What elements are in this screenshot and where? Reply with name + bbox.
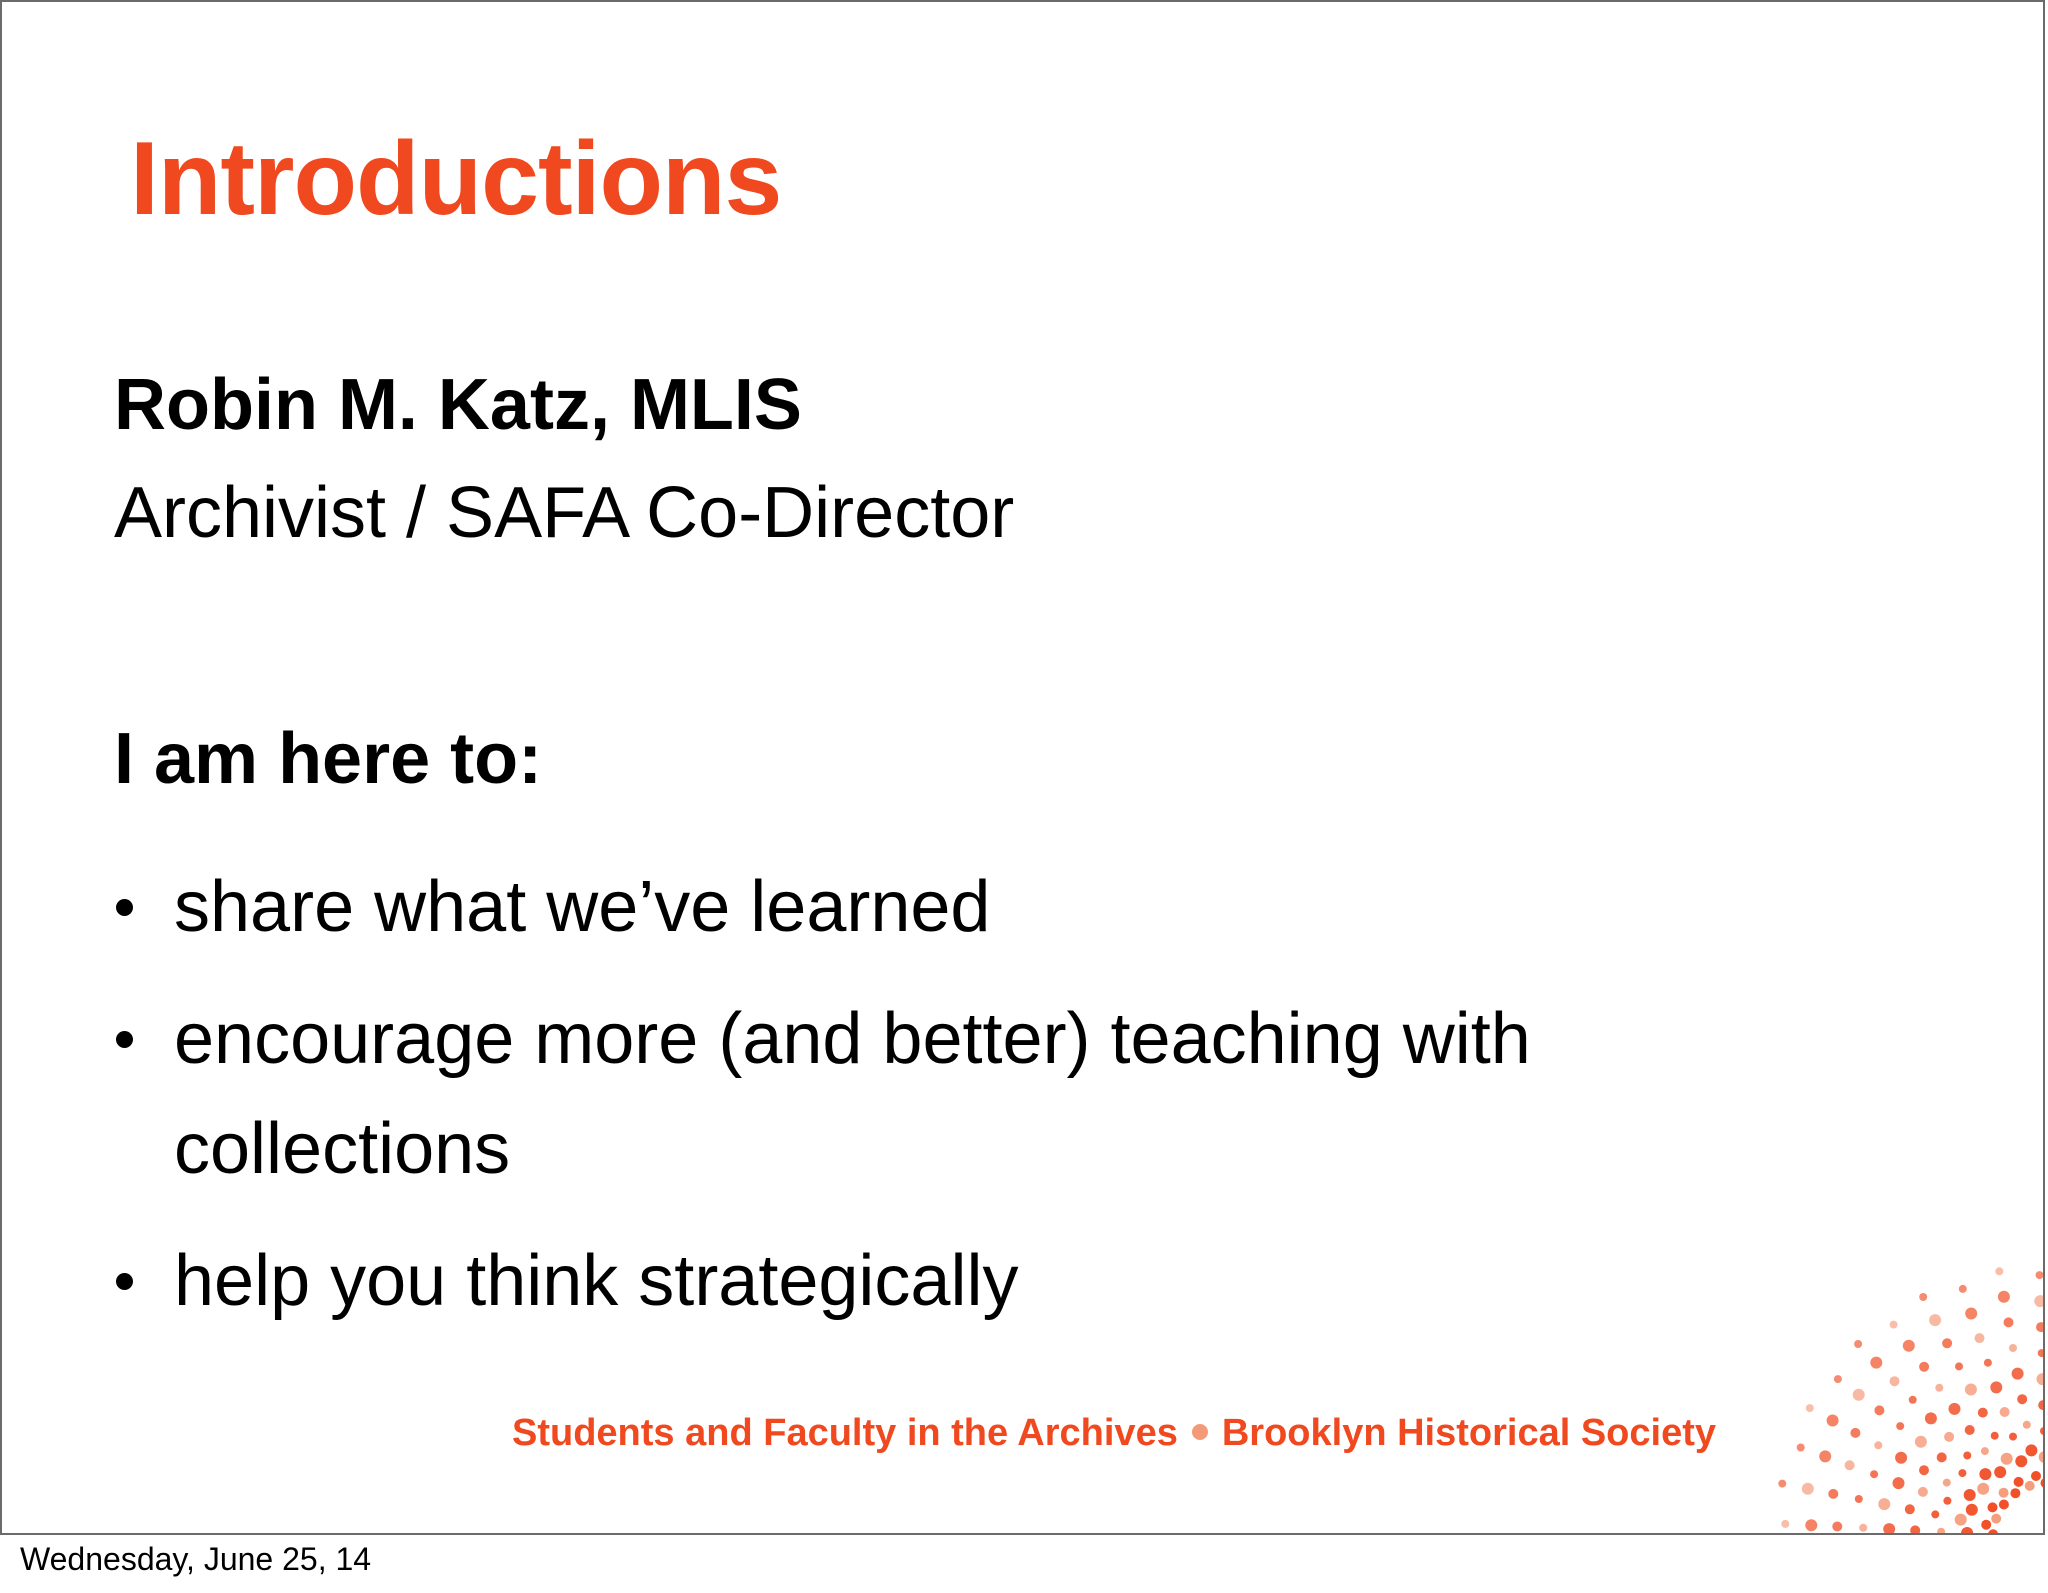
list-item-text: share what we’ve learned <box>174 867 991 947</box>
footer-separator-icon <box>1192 1424 1208 1440</box>
bullet-icon <box>116 1031 133 1048</box>
slide-title: Introductions <box>130 121 782 237</box>
date-caption: Wednesday, June 25, 14 <box>20 1541 372 1577</box>
orange-dot-burst-logo-icon <box>1762 1262 2045 1535</box>
footer-program-name: Students and Faculty in the Archives <box>512 1412 1178 1454</box>
list-item-text: encourage more (and better) teaching with collections <box>174 999 1531 1189</box>
presenter-role: Archivist / SAFA Co-Director <box>114 473 1015 553</box>
list-item <box>114 1226 1714 1336</box>
presenter-name: Robin M. Katz, MLIS <box>114 365 802 445</box>
list-item <box>114 852 1714 962</box>
slide-footer <box>512 1412 1716 1455</box>
purpose-list <box>114 852 1714 1358</box>
list-item <box>114 984 1714 1204</box>
bullet-icon <box>116 899 133 916</box>
purpose-heading: I am here to: <box>114 719 543 799</box>
bullet-icon <box>116 1273 133 1290</box>
footer-organization-name: Brooklyn Historical Society <box>1221 1412 1716 1454</box>
list-item-text: help you think strategically <box>174 1241 1019 1321</box>
